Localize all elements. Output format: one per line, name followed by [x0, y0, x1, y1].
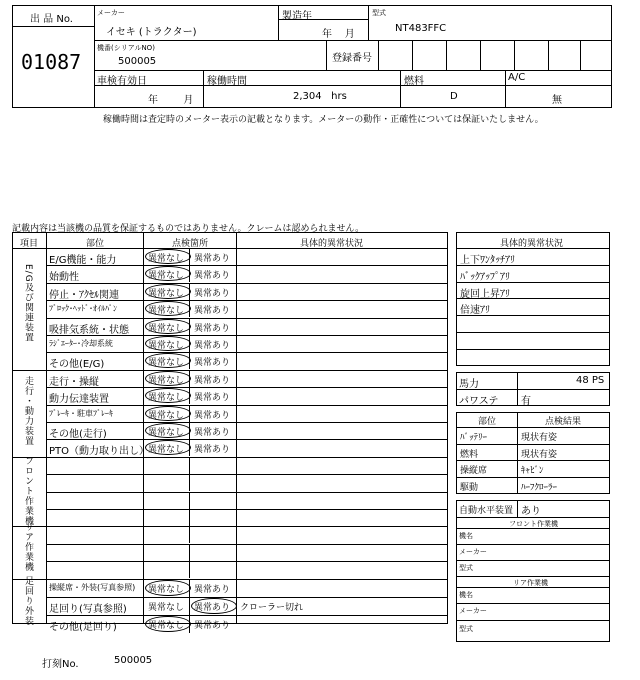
right-detail-item: ﾊﾞｯｸｱｯﾌﾟｱﾘ — [460, 272, 510, 283]
check-ng-option[interactable]: 異常あり — [194, 411, 231, 421]
hours-disclaimer: 稼働時間は査定時のメーター表示の記載となります。メーターの動作・正確性については保証いたしません。 — [103, 115, 544, 125]
part-result: ｷｬﾋﾞﾝ — [521, 466, 544, 476]
stamp-label: 打刻No. — [42, 659, 79, 670]
ac-label: A/C — [508, 72, 526, 83]
check-ok-option[interactable]: 異常なし — [148, 411, 185, 421]
right-detail-item: 倍速ｱﾘ — [460, 305, 490, 316]
row-detail-text: クローラー切れ — [240, 603, 304, 613]
powersteering-value: 有 — [521, 396, 531, 407]
rear-name-label: 機名 — [459, 591, 473, 599]
row-part-label: 吸排気系統・状態 — [49, 325, 129, 336]
check-ok-option[interactable]: 異常なし — [148, 393, 185, 403]
hours-value: 2,304 hrs — [293, 91, 347, 102]
maker-label: メーカー — [97, 9, 125, 17]
check-ok-option[interactable]: 異常なし — [148, 271, 185, 281]
part-result: 現状有姿 — [521, 450, 558, 460]
serial-label: 機番(シリアルNO) — [97, 44, 155, 52]
part-header: 部位 — [478, 417, 497, 427]
rear-model-label: 型式 — [459, 625, 473, 633]
check-ng-option[interactable]: 異常あり — [194, 271, 231, 281]
fuel-label: 燃料 — [404, 76, 424, 87]
col-part-header: 部位 — [86, 239, 105, 249]
front-implement-title: フロント作業機 — [509, 520, 558, 528]
lot-label: 出 品 No. — [30, 14, 73, 25]
selection-circle — [145, 336, 191, 351]
check-ok-option[interactable]: 異常なし — [148, 428, 185, 438]
part-name: 燃料 — [460, 450, 479, 460]
rear-implement-title: リア作業機 — [513, 579, 548, 587]
row-part-label: ﾗｼﾞｴｰﾀｰ･冷却系統 — [49, 339, 113, 348]
check-ng-option[interactable]: 異常あり — [194, 341, 231, 351]
selection-circle — [145, 406, 191, 421]
row-part-label: その他(走行) — [49, 429, 107, 440]
check-ok-option[interactable]: 異常なし — [148, 585, 185, 595]
selection-circle — [145, 616, 191, 632]
stamp-value: 500005 — [114, 655, 153, 666]
row-part-label: 走行・操縦 — [49, 377, 99, 388]
right-detail-header: 具体的異常状況 — [500, 239, 564, 249]
row-part-label: ﾌﾞﾚｰｷ・駐車ﾌﾞﾚｰｷ — [49, 409, 113, 418]
group-label-undercarriage: 足回り外装 — [23, 576, 33, 626]
check-ok-option[interactable]: 異常なし — [148, 445, 185, 455]
check-ng-option[interactable]: 異常あり — [194, 621, 231, 631]
power-label: 馬力 — [459, 379, 479, 390]
selection-circle — [145, 266, 191, 281]
part-name: 駆動 — [460, 483, 479, 493]
check-ok-option[interactable]: 異常なし — [148, 254, 185, 264]
check-ng-option[interactable]: 異常あり — [194, 585, 231, 595]
serial-value: 500005 — [118, 56, 157, 67]
check-ng-option[interactable]: 異常あり — [194, 289, 231, 299]
quality-disclaimer: 記載内容は当該機の品質を保証するものではありません。クレームは認められません。 — [12, 224, 365, 234]
row-part-label: E/G機能・能力 — [49, 255, 117, 266]
col-item-header: 項目 — [20, 239, 39, 249]
col-check-header: 点検箇所 — [172, 239, 209, 249]
check-ng-option[interactable]: 異常あり — [194, 254, 231, 264]
check-ok-option[interactable]: 異常なし — [148, 289, 185, 299]
part-result: 現状有姿 — [521, 433, 558, 443]
check-ok-option[interactable]: 異常なし — [148, 603, 185, 613]
front-maker-label: メーカー — [459, 548, 487, 556]
auto-level-value: あり — [521, 506, 541, 517]
selection-circle — [145, 249, 191, 264]
rear-maker-label: メーカー — [459, 607, 487, 615]
check-ng-option[interactable]: 異常あり — [194, 306, 231, 316]
check-ok-option[interactable]: 異常なし — [148, 324, 185, 334]
selection-circle — [145, 319, 191, 334]
check-ng-option[interactable]: 異常あり — [194, 445, 231, 455]
row-part-label: 停止・ｱｸｾﾙ関連 — [49, 290, 119, 301]
row-part-label: PTO（動力取り出し） — [49, 446, 150, 457]
year-label: 製造年 — [282, 11, 312, 22]
result-header: 点検結果 — [545, 417, 582, 427]
right-detail-item: 旋回上昇ｱﾘ — [460, 289, 510, 300]
group-label-engine: E/G及び関連装置 — [23, 264, 33, 343]
maker-value: イセキ (トラクター) — [106, 27, 197, 38]
powersteering-label: パワステ — [459, 396, 499, 407]
check-ok-option[interactable]: 異常なし — [148, 621, 185, 631]
selection-circle — [145, 371, 191, 386]
group-label-rear: リア作業機 — [23, 522, 33, 572]
year-unit: 年 月 — [322, 29, 355, 40]
fuel-value: D — [450, 91, 458, 102]
model-label: 型式 — [372, 9, 386, 17]
row-part-label: その他(E/G) — [49, 359, 105, 370]
check-ok-option[interactable]: 異常なし — [148, 306, 185, 316]
lot-number: 01087 — [21, 50, 82, 74]
inspection-value: 年 月 — [148, 95, 194, 106]
selection-circle — [145, 301, 191, 316]
model-value: NT483FFC — [395, 23, 447, 34]
check-ng-option[interactable]: 異常あり — [194, 428, 231, 438]
row-part-label: 操縦席・外装(写真参照) — [49, 583, 136, 592]
check-ng-option[interactable]: 異常あり — [194, 324, 231, 334]
hours-label: 稼働時間 — [207, 76, 247, 87]
selection-circle — [191, 598, 237, 614]
check-ng-option[interactable]: 異常あり — [194, 603, 231, 613]
check-ok-option[interactable]: 異常なし — [148, 341, 185, 351]
selection-circle — [145, 284, 191, 299]
front-model-label: 型式 — [459, 564, 473, 572]
selection-circle — [145, 423, 191, 438]
power-value: 48 PS — [576, 375, 605, 386]
selection-circle — [145, 353, 191, 368]
inspection-label: 車検有効日 — [97, 76, 147, 87]
auto-level-label: 自動水平装置 — [459, 506, 514, 516]
check-ng-option[interactable]: 異常あり — [194, 358, 231, 368]
part-result: ﾊｰﾌｸﾛｰﾗｰ — [521, 483, 558, 493]
col-detail-header: 具体的異常状況 — [300, 239, 364, 249]
check-ng-option[interactable]: 異常あり — [194, 376, 231, 386]
selection-circle — [145, 388, 191, 403]
row-part-label: 足回り(写真参照) — [49, 604, 127, 615]
front-name-label: 機名 — [459, 532, 473, 540]
check-ng-option[interactable]: 異常あり — [194, 393, 231, 403]
group-label-front: フロント作業機 — [23, 456, 33, 526]
group-label-drive: 走行・動力装置 — [23, 376, 33, 446]
registration-label: 登録番号 — [332, 53, 372, 64]
part-name: ﾊﾞｯﾃﾘｰ — [460, 433, 488, 443]
check-ok-option[interactable]: 異常なし — [148, 358, 185, 368]
row-part-label: 始動性 — [49, 272, 79, 283]
check-ok-option[interactable]: 異常なし — [148, 376, 185, 386]
row-part-label: 動力伝達装置 — [49, 394, 109, 405]
selection-circle — [145, 580, 191, 596]
ac-value: 無 — [552, 95, 562, 106]
part-name: 操縦席 — [460, 466, 488, 476]
row-part-label: ﾌﾞﾛｯｸ･ﾍｯﾄﾞ･ｵｲﾙﾊﾟﾝ — [49, 304, 117, 313]
right-detail-item: 上下ﾜﾝﾀｯﾁｱﾘ — [460, 255, 515, 266]
row-part-label: その他(足回り) — [49, 622, 117, 633]
selection-circle — [145, 440, 191, 455]
